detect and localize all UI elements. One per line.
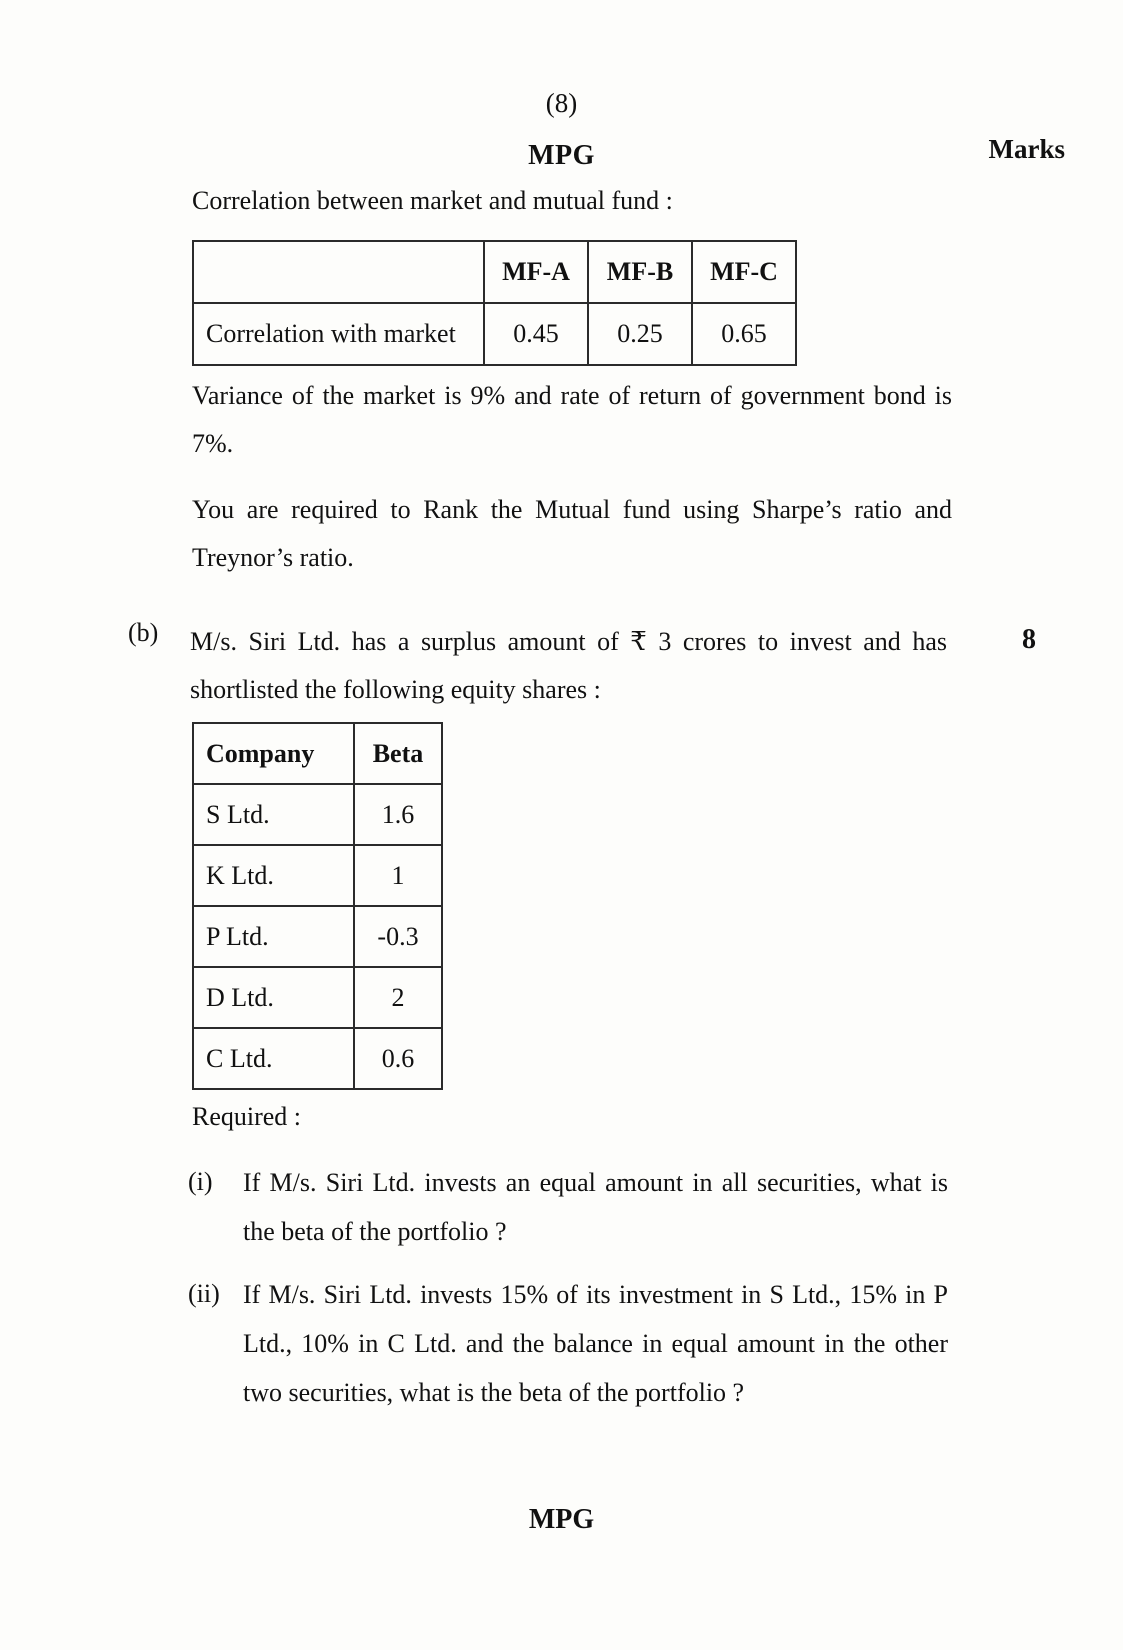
footer-title: MPG bbox=[528, 1504, 595, 1535]
variance-paragraph: Variance of the market is 9% and rate of return of government bond is 7%. bbox=[192, 381, 952, 458]
table-row-s-ltd bbox=[193, 784, 442, 845]
item-ii-label: (ii) bbox=[188, 1279, 220, 1308]
page-number: (8) bbox=[545, 88, 578, 118]
marks-column-label: Marks bbox=[988, 134, 1065, 164]
value-mf-b: 0.25 bbox=[588, 303, 692, 365]
table-row-p-ltd bbox=[193, 906, 442, 967]
header-cell-mf-a: MF-A bbox=[484, 241, 588, 303]
company-name: P Ltd. bbox=[193, 906, 354, 967]
company-name: K Ltd. bbox=[193, 845, 354, 906]
company-beta-table bbox=[192, 722, 443, 1090]
correlation-table-header-row bbox=[193, 241, 796, 303]
required-item-ii bbox=[188, 1270, 948, 1417]
beta-value: 1.6 bbox=[354, 784, 442, 845]
company-name: S Ltd. bbox=[193, 784, 354, 845]
value-mf-c: 0.65 bbox=[692, 303, 796, 365]
value-mf-a: 0.45 bbox=[484, 303, 588, 365]
company-name: D Ltd. bbox=[193, 967, 354, 1028]
table-row-k-ltd bbox=[193, 845, 442, 906]
required-label: Required : bbox=[192, 1102, 302, 1131]
item-i-text: If M/s. Siri Ltd. invests an equal amount in all securities, what is the beta of the portfolio ? bbox=[243, 1168, 948, 1246]
correlation-table bbox=[192, 240, 797, 366]
beta-value: 2 bbox=[354, 967, 442, 1028]
requirement-paragraph: You are required to Rank the Mutual fund using Sharpe’s ratio and Treynor’s ratio. bbox=[192, 495, 952, 572]
beta-value: 1 bbox=[354, 845, 442, 906]
company-name: C Ltd. bbox=[193, 1028, 354, 1089]
row-label-correlation-with-market: Correlation with market bbox=[193, 303, 484, 365]
header-cell-company: Company bbox=[193, 723, 354, 784]
part-b-marks-value: 8 bbox=[1022, 624, 1036, 655]
item-ii-text: If M/s. Siri Ltd. invests 15% of its investment in S Ltd., 15% in P Ltd., 10% in C Ltd. and the balance in equal amount in the other two securities, what is the beta of the portfolio ? bbox=[243, 1280, 948, 1407]
blank-header-cell bbox=[193, 241, 484, 303]
part-b-label: (b) bbox=[128, 618, 159, 647]
beta-value: 0.6 bbox=[354, 1028, 442, 1089]
beta-value: -0.3 bbox=[354, 906, 442, 967]
part-b-intro-text: M/s. Siri Ltd. has a surplus amount of ₹ 3 crores to invest and has shortlisted the following equity shares : bbox=[190, 627, 947, 704]
item-i-label: (i) bbox=[188, 1167, 213, 1196]
header-cell-mf-c: MF-C bbox=[692, 241, 796, 303]
section-a-intro-text: Correlation between market and mutual fund : bbox=[192, 186, 673, 215]
header-title: MPG bbox=[528, 140, 595, 171]
company-beta-header-row bbox=[193, 723, 442, 784]
table-row-c-ltd bbox=[193, 1028, 442, 1089]
header-cell-beta: Beta bbox=[354, 723, 442, 784]
header-cell-mf-b: MF-B bbox=[588, 241, 692, 303]
required-item-i bbox=[188, 1158, 948, 1256]
table-row-d-ltd bbox=[193, 967, 442, 1028]
correlation-table-data-row bbox=[193, 303, 796, 365]
